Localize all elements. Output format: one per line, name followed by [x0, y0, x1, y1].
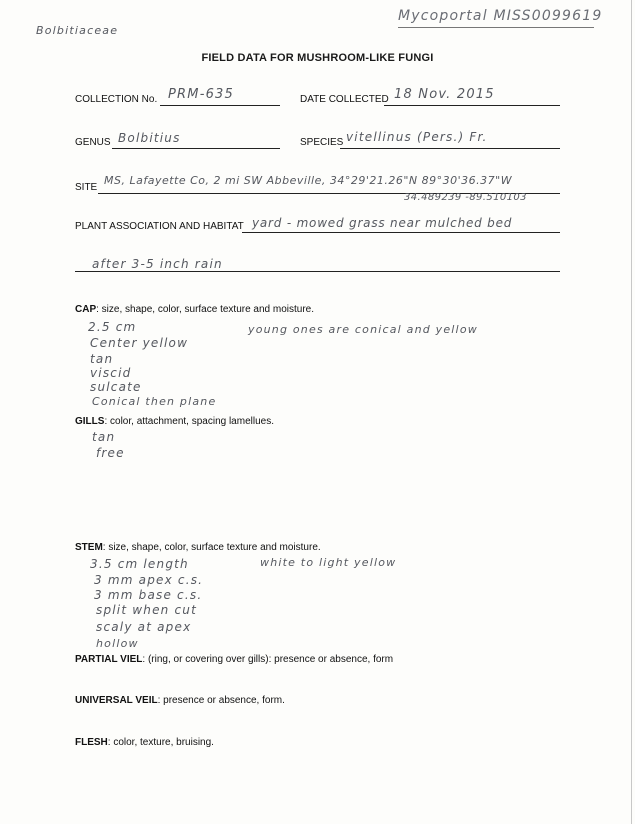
- habitat-line: [242, 232, 560, 233]
- flesh-heading: FLESH: color, texture, bruising.: [75, 737, 214, 748]
- site-value: MS, Lafayette Co, 2 mi SW Abbeville, 34°29'21.26"N 89°30'36.37"W: [104, 174, 513, 187]
- species-label: SPECIES: [300, 137, 344, 148]
- habitat-line-2: [75, 271, 560, 272]
- universal-veil-heading: UNIVERSAL VEIL: presence or absence, form.: [75, 695, 285, 706]
- gills-note: free: [96, 446, 125, 460]
- page-edge: [631, 0, 632, 824]
- catalog-number: Mycoportal MISS0099619: [398, 8, 603, 24]
- cap-note: Conical then plane: [92, 395, 217, 408]
- gills-note: tan: [92, 430, 116, 444]
- form-title: FIELD DATA FOR MUSHROOM-LIKE FUNGI: [201, 52, 434, 64]
- collection-label: COLLECTION No.: [75, 94, 158, 105]
- date-line: [384, 105, 560, 106]
- gills-heading: GILLS: color, attachment, spacing lamellues.: [75, 416, 274, 427]
- habitat-label: PLANT ASSOCIATION AND HABITAT: [75, 221, 244, 232]
- stem-note: hollow: [96, 637, 139, 650]
- species-line: [340, 148, 560, 149]
- cap-heading: CAP: size, shape, color, surface texture and moisture.: [75, 304, 315, 315]
- habitat-value-line1: yard - mowed grass near mulched bed: [252, 216, 513, 230]
- cap-note: 2.5 cm: [88, 320, 137, 334]
- cap-note: Center yellow: [90, 336, 189, 350]
- cap-note: viscid: [90, 366, 132, 380]
- species-value: vitellinus (Pers.) Fr.: [346, 130, 488, 144]
- cap-side-note: young ones are conical and yellow: [248, 323, 478, 336]
- stem-note: 3 mm apex c.s.: [94, 573, 204, 587]
- collection-line: [160, 105, 280, 106]
- stem-note: split when cut: [96, 603, 197, 617]
- genus-label: GENUS: [75, 137, 111, 148]
- site-coordinates: 34.489239 -89.510103: [404, 192, 527, 203]
- date-label: DATE COLLECTED: [300, 94, 389, 105]
- partial-veil-heading: PARTIAL VIEL: (ring, or covering over gills): presence or absence, form: [75, 654, 394, 665]
- family-note: Bolbitiaceae: [36, 24, 119, 37]
- stem-side-note: white to light yellow: [260, 556, 397, 569]
- cap-note: tan: [90, 352, 114, 366]
- collection-value: PRM-635: [168, 87, 234, 102]
- site-label: SITE: [75, 182, 98, 193]
- stem-note: 3 mm base c.s.: [94, 588, 203, 602]
- habitat-value-line2: after 3-5 inch rain: [92, 257, 223, 271]
- genus-value: Bolbitius: [118, 131, 181, 145]
- date-value: 18 Nov. 2015: [394, 87, 495, 102]
- stem-heading: STEM: size, shape, color, surface texture and moisture.: [75, 542, 321, 553]
- stem-note: 3.5 cm length: [90, 557, 189, 571]
- cap-note: sulcate: [90, 380, 142, 394]
- genus-line: [112, 148, 280, 149]
- stem-note: scaly at apex: [96, 620, 192, 634]
- catalog-underline: [398, 27, 594, 28]
